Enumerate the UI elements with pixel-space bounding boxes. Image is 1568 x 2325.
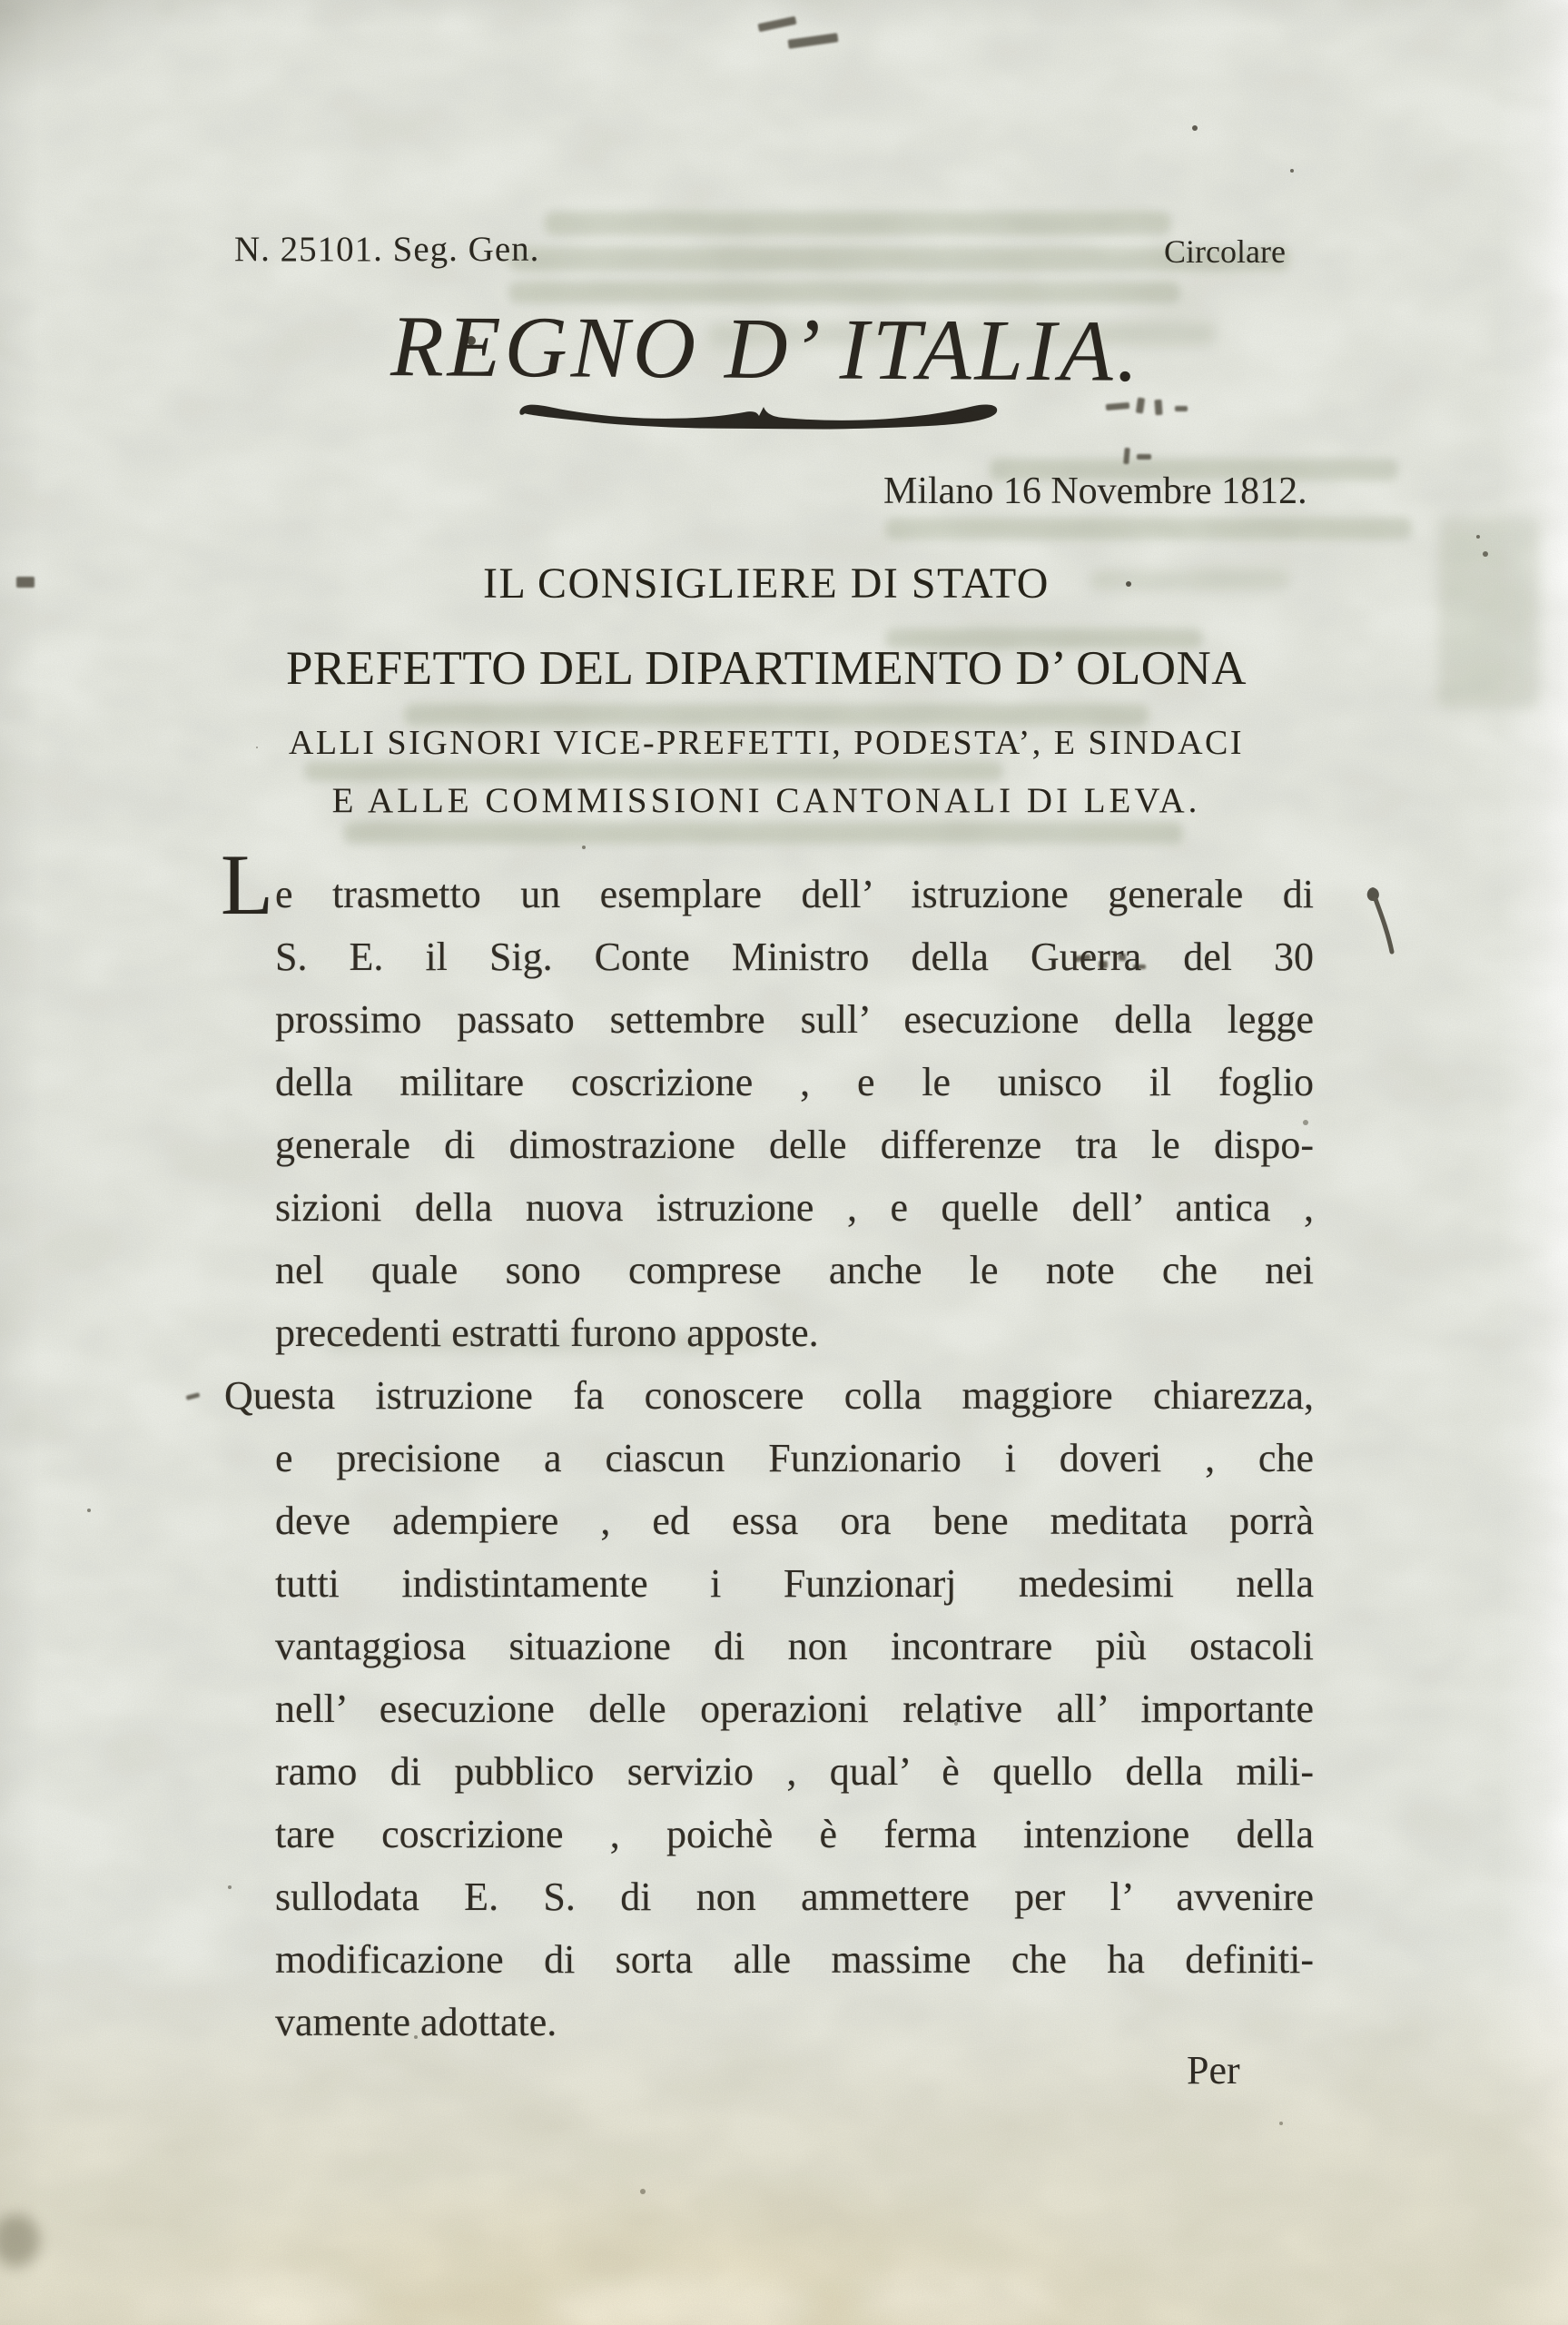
ink-mark [186,1392,201,1400]
show-through-smudge [885,518,1412,539]
ink-mark [1154,400,1162,416]
pen-stroke-mark [1360,883,1404,961]
document-type-label: Circolare [1164,233,1286,270]
body-line: tutti indistintamente i Funzionarj medesimi nella [275,1561,1314,1606]
show-through-smudge [304,761,1003,781]
body-line: nell’ esecuzione delle operazioni relative all’ importante [275,1687,1314,1731]
heading-consigliere: IL CONSIGLIERE DI STATO [483,559,1050,608]
body-line [221,836,1314,933]
catchword: Per [1187,2048,1240,2092]
edge-highlight [545,2275,817,2325]
heading-commissioni: E ALLE COMMISSIONI CANTONALI DI LEVA. [331,781,1201,820]
ink-mark [16,577,35,588]
body-line: sizioni della nuova istruzione , e quelle dell’ antica , [275,1185,1314,1230]
title-flourish-ornament [518,392,1003,430]
body-line: e precisione a ciascun Funzionario i doveri , che [275,1436,1314,1480]
ink-mark [788,33,839,49]
ink-speck [0,0,5,5]
body-line: sullodata E. S. di non ammettere per l’ avvenire [275,1875,1314,1919]
body-line: ramo di pubblico servizio , qual’ è quello della mili- [275,1749,1314,1794]
edge-highlight [853,2269,1053,2325]
ink-mark [1175,406,1188,411]
reference-number: N. 25101. Seg. Gen. [234,230,540,269]
body-line: nel quale sono comprese anche le note che nei [275,1248,1314,1292]
body-line: S. E. il Sig. Conte Ministro della Guerra del 30 [275,935,1314,979]
body-line: prossimo passato settembre sull’ esecuzione della legge [275,997,1314,1042]
ink-mark [1137,454,1151,460]
body-line: della militare coscrizione , e le unisco il foglio [275,1060,1314,1104]
dateline: Milano 16 Novembre 1812. [883,470,1307,512]
body-line: deve adempiere , ed essa ora bene meditata porrà [275,1499,1314,1543]
heading-prefetto: PREFETTO DEL DIPARTIMENTO D’ OLONA [285,642,1247,695]
heading-addressees: ALLI SIGNORI VICE-PREFETTI, PODESTA’, E SINDACI [288,724,1245,762]
body-line: Questa istruzione fa conoscere colla maggiore chiarezza, [224,1373,1314,1418]
ink-mark [758,16,797,33]
body-line: precedenti estratti furono apposte. [275,1311,819,1355]
show-through-smudge [343,822,1183,844]
show-through-smudge [1439,518,1539,708]
document-title: REGNO D’ ITALIA. [390,297,1143,400]
show-through-smudge [545,212,1171,235]
edge-highlight [136,2271,372,2325]
ink-mark [1106,402,1130,411]
body-line-text: e trasmetto un esemplare dell’ istruzione generale di [275,872,1314,916]
edge-smudge [0,2214,40,2267]
ink-mark [1123,448,1130,464]
body-line: generale di dimostrazione delle differenze tra le dispo- [275,1123,1314,1167]
body-line: vamente adottate. [275,2000,557,2044]
body-line: tare coscrizione , poichè è ferma intenzione della [275,1812,1314,1856]
drop-cap-initial: L [221,836,274,933]
body-line: modificazione di sorta alle massime che ha definiti- [275,1937,1314,1982]
body-text [221,836,1314,2053]
body-line: vantaggiosa situazione di non incontrare più ostacoli [275,1624,1314,1668]
